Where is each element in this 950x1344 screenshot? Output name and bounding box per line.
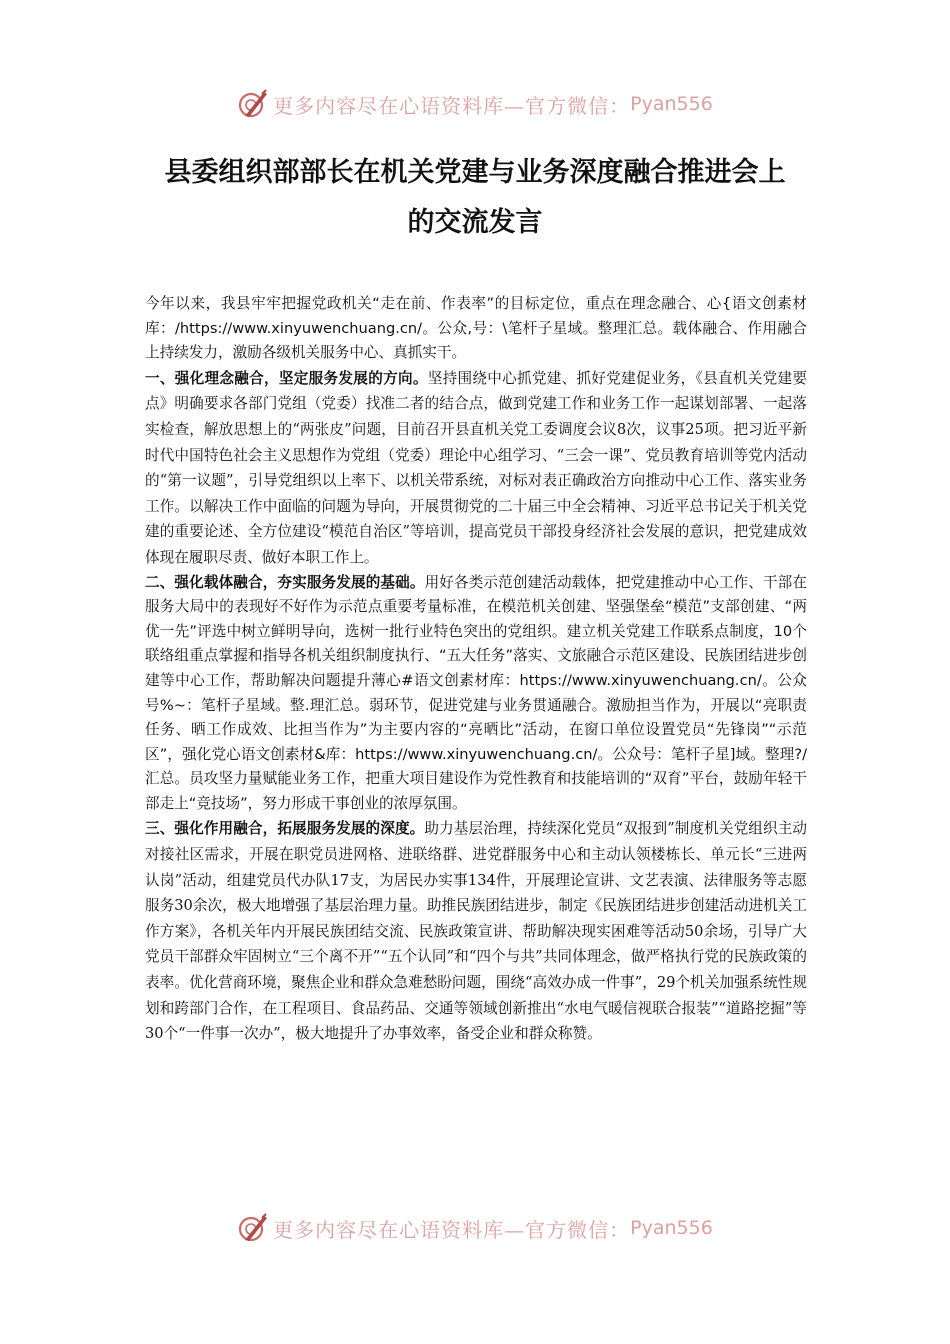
section-1: [145, 366, 807, 571]
section-3-body: 助力基层治理，持续深化党员“双报到”制度机关党组织主动对接社区需求，开展在职党员进网格、进联络群、进党群服务中心和主动认领楼栋长、单元长“三进两认岗”活动，组建党员代办队17支，为居民办实事134件，开展理论宣讲、文艺表演、法律服务等志愿服务30余次，极大地增强了基层治理力量。助推民族团结进步，制定《民族团结进步创建活动进机关工作方案》，各机关年内开展民族团结交流、民族政策宣讲、帮助解决现实困难等活动50余场，引导广大党员干部群众牢固树立“三个离不开”“五个认同”和“四个与共”共同体理念，做严格执行党的民族政策的表率。优化营商环境，聚焦企业和群众急难愁盼问题，围绕“高效办成一件事”，29个机关加强系统性规划和跨部门合作，在工程项目、食品药品、交通等领域创新推出“水电气暖信视联合报装”“道路挖掘”等30个“一件事一次办”，极大地提升了办事效率，备受企业和群众称赞。: [145, 820, 807, 1043]
section-2-body: 用好各类示范创建活动载体，把党建推动中心工作、干部在服务大局中的表现好不好作为示范点重要考量标准，在模范机关创建、坚强堡垒“模范”支部创建、“两优一先”评选中树立鲜明导向，选树一批行业特色突出的党组织。建立机关党建工作联系点制度，10个联络组重点掌握和指导各机关组织制度执行、“五大任务”落实、文旅融合示范区建设、民族团结进步创建等中心工作，帮助解决问题提升薄心#语文创素材库：https://www.xinyuwenchuang.cn/。公众号%~：笔杆子星域。整.理汇总。弱环节，促进党建与业务贯通融合。激励担当作为，开展以“亮职责任务、晒工作成效、比担当作为”为主要内容的“亮晒比”活动，在窗口单位设置党员“先锋岗”“示范区”，强化党心语文创素材&库：https://www.xinyuwenchuang.cn/。公众号：笔杆子星]域。整理?/汇总。员攻坚力量赋能业务工作，把重大项目建设作为党性教育和技能培训的“双育”平台，鼓励年轻干部走上“竞技场”，努力形成干事创业的浓厚氛围。: [145, 573, 807, 812]
header-watermark: [0, 84, 950, 124]
pen-logo-icon: [237, 1212, 269, 1244]
document-title: [120, 148, 830, 248]
section-2-heading: 二、强化载体融合，夯实服务发展的基础。: [145, 573, 425, 591]
document-body: [145, 292, 807, 1047]
pen-logo-icon: [237, 88, 269, 120]
watermark-code: Pyan556: [630, 93, 713, 115]
title-line-1: 县委组织部部长在机关党建与业务深度融合推进会上: [164, 157, 786, 188]
section-1-heading: 一、强化理念融合，坚定服务发展的方向。: [145, 369, 428, 387]
section-1-body: 坚持围绕中心抓党建、抓好党建促业务，《县直机关党建要点》明确要求各部门党组（党委）找准二者的结合点，做到党建工作和业务工作一起谋划部署、一起落实检查，解放思想上的“两张皮”问题，目前召开县直机关党工委调度会议8次，议事25项。把习近平新时代中国特色社会主义思想作为党组（党委）理论中心组学习、“三会一课”、党员教育培训等党内活动的“第一议题”，引导党组织以上率下、以机关带系统，对标对表正确政治方向推动中心工作、落实业务工作。以解决工作中面临的问题为导向，开展贯彻党的二十届三中全会精神、习近平总书记关于机关党建的重要论述、全方位建设“模范自治区”等培训，提高党员干部投身经济社会发展的意识，把党建成效体现在履职尽责、做好本职工作上。: [145, 369, 807, 566]
watermark-code: Pyan556: [630, 1217, 713, 1239]
title-line-2: 的交流发言: [407, 207, 543, 238]
intro-paragraph: 今年以来，我县牢牢把握党政机关“走在前、作表率”的目标定位，重点在理念融合、心{语文创素材库：/https://www.xinyuwenchuang.cn/。公众,号：\笔杆子星域。整理汇总。载体融合、作用融合上持续发力，激励各级机关服务中心、真抓实干。: [145, 295, 807, 362]
section-2: [145, 571, 807, 817]
section-3-heading: 三、强化作用融合，拓展服务发展的深度。: [145, 820, 425, 838]
watermark-text: 更多内容尽在心语资料库—官方微信：: [273, 93, 631, 118]
watermark-text: 更多内容尽在心语资料库—官方微信：: [273, 1217, 631, 1242]
footer-watermark: [0, 1208, 950, 1248]
section-3: [145, 816, 807, 1046]
